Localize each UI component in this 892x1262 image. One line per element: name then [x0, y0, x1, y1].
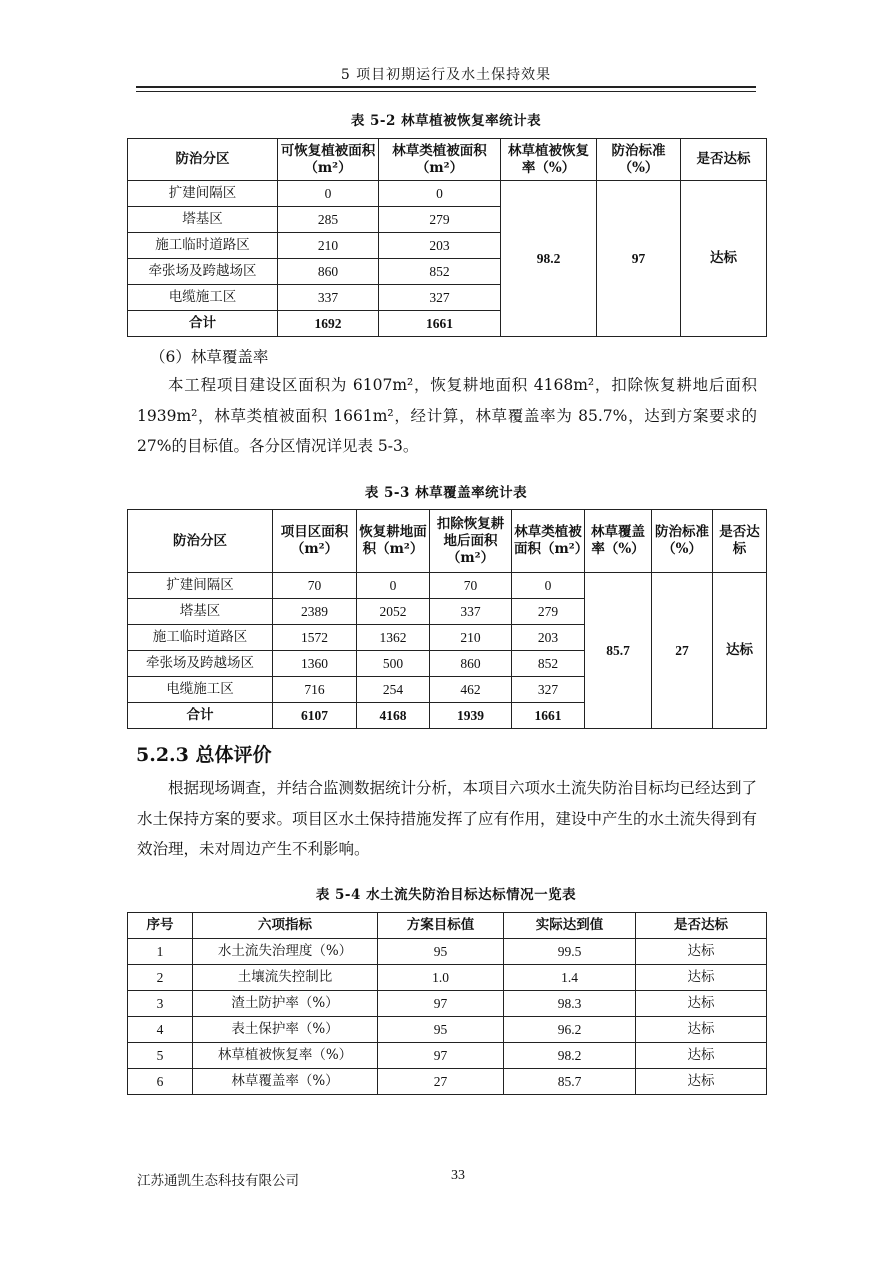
- paragraph-text: 本工程项目建设区面积为 6107m²，恢复耕地面积 4168m²，扣除恢复耕地后面积 1939m²，林草类植被面积 1661m²，经计算，林草覆盖率为 85.7%，达到方案要求的 27%的目标值。各分区情况详见表 5-3。: [137, 376, 757, 455]
- zone-cell: 塔基区: [128, 207, 278, 233]
- value-cell: 203: [512, 625, 585, 651]
- total-value: 1939: [430, 703, 512, 729]
- result-cell: 达标: [713, 573, 767, 729]
- table-header-cell: 防治标准（%）: [597, 139, 681, 181]
- table-5-4-caption: 表 5-4 水土流失防治目标达标情况一览表: [315, 887, 577, 903]
- table-header-cell: 是否达标: [713, 510, 767, 573]
- actual-cell: 98.3: [504, 991, 636, 1017]
- total-value: 1661: [379, 311, 501, 337]
- table-header-cell: 项目区面积（m²）: [273, 510, 357, 573]
- table-header-cell: 恢复耕地面积（m²）: [357, 510, 430, 573]
- total-label: 合计: [128, 311, 278, 337]
- total-value: 1692: [278, 311, 379, 337]
- table-header-cell: 方案目标值: [378, 913, 504, 939]
- index-cell: 1: [128, 939, 193, 965]
- table-header-cell: 林草覆盖率（%）: [585, 510, 652, 573]
- rate-cell: 98.2: [501, 181, 597, 337]
- target-cell: 97: [378, 991, 504, 1017]
- rate-cell: 85.7: [585, 573, 652, 729]
- index-cell: 4: [128, 1017, 193, 1043]
- indicator-cell: 水土流失治理度（%）: [193, 939, 378, 965]
- paragraph-text: 根据现场调查，并结合监测数据统计分析，本项目六项水土流失防治目标均已经达到了水土保持方案的要求。项目区水土保持措施发挥了应有作用，建设中产生的水土流失得到有效治理，未对周边产生不利影响。: [137, 779, 758, 858]
- subsection-heading: （6）林草覆盖率: [150, 348, 269, 366]
- zone-cell: 牵张场及跨越场区: [128, 651, 273, 677]
- total-value: 4168: [357, 703, 430, 729]
- table-row: [128, 1043, 767, 1069]
- value-cell: 1572: [273, 625, 357, 651]
- index-cell: 6: [128, 1069, 193, 1095]
- value-cell: 210: [278, 233, 379, 259]
- table-header-cell: 是否达标: [681, 139, 767, 181]
- target-cell: 97: [378, 1043, 504, 1069]
- standard-cell: 97: [597, 181, 681, 337]
- value-cell: 1360: [273, 651, 357, 677]
- header-rule-thin: [136, 91, 756, 92]
- total-label: 合计: [128, 703, 273, 729]
- value-cell: 203: [379, 233, 501, 259]
- value-cell: 860: [430, 651, 512, 677]
- value-cell: 337: [430, 599, 512, 625]
- table-row: [128, 1017, 767, 1043]
- result-cell: 达标: [636, 1017, 767, 1043]
- zone-cell: 牵张场及跨越场区: [128, 259, 278, 285]
- value-cell: 210: [430, 625, 512, 651]
- table-row: [128, 573, 767, 599]
- value-cell: 327: [379, 285, 501, 311]
- value-cell: 860: [278, 259, 379, 285]
- value-cell: 0: [357, 573, 430, 599]
- indicator-cell: 渣土防护率（%）: [193, 991, 378, 1017]
- zone-cell: 施工临时道路区: [128, 625, 273, 651]
- actual-cell: 98.2: [504, 1043, 636, 1069]
- indicator-cell: 林草植被恢复率（%）: [193, 1043, 378, 1069]
- value-cell: 0: [512, 573, 585, 599]
- index-cell: 2: [128, 965, 193, 991]
- value-cell: 70: [273, 573, 357, 599]
- table-row: [128, 181, 767, 207]
- value-cell: 852: [512, 651, 585, 677]
- value-cell: 279: [512, 599, 585, 625]
- running-header: 5 项目初期运行及水土保持效果: [340, 67, 552, 83]
- table-header-cell: 可恢复植被面积（m²）: [278, 139, 379, 181]
- total-value: 1661: [512, 703, 585, 729]
- page-number: 33: [451, 1168, 465, 1183]
- value-cell: 2052: [357, 599, 430, 625]
- result-cell: 达标: [636, 1069, 767, 1095]
- table-header-cell: 序号: [128, 913, 193, 939]
- value-cell: 0: [379, 181, 501, 207]
- table-5-3: [127, 509, 767, 729]
- table-row: [128, 991, 767, 1017]
- zone-cell: 电缆施工区: [128, 285, 278, 311]
- table-header-cell: 防治标准（%）: [652, 510, 713, 573]
- total-value: 6107: [273, 703, 357, 729]
- value-cell: 462: [430, 677, 512, 703]
- target-cell: 1.0: [378, 965, 504, 991]
- header-rule-thick: [136, 86, 756, 88]
- indicator-cell: 土壤流失控制比: [193, 965, 378, 991]
- value-cell: 2389: [273, 599, 357, 625]
- zone-cell: 扩建间隔区: [128, 181, 278, 207]
- standard-cell: 27: [652, 573, 713, 729]
- target-cell: 95: [378, 1017, 504, 1043]
- result-cell: 达标: [636, 1043, 767, 1069]
- table-5-2-caption: 表 5-2 林草植被恢复率统计表: [350, 113, 542, 129]
- table-row: [128, 939, 767, 965]
- value-cell: 279: [379, 207, 501, 233]
- result-cell: 达标: [636, 965, 767, 991]
- table-header-cell: 防治分区: [128, 139, 278, 181]
- target-cell: 95: [378, 939, 504, 965]
- value-cell: 1362: [357, 625, 430, 651]
- result-cell: 达标: [636, 991, 767, 1017]
- value-cell: 337: [278, 285, 379, 311]
- value-cell: 327: [512, 677, 585, 703]
- table-header-cell: 扣除恢复耕地后面积（m²）: [430, 510, 512, 573]
- actual-cell: 99.5: [504, 939, 636, 965]
- index-cell: 3: [128, 991, 193, 1017]
- indicator-cell: 林草覆盖率（%）: [193, 1069, 378, 1095]
- value-cell: 716: [273, 677, 357, 703]
- result-cell: 达标: [636, 939, 767, 965]
- zone-cell: 塔基区: [128, 599, 273, 625]
- body-paragraph: [137, 773, 757, 865]
- section-heading: 5.2.3 总体评价: [136, 744, 272, 766]
- value-cell: 500: [357, 651, 430, 677]
- table-header-cell: 林草植被恢复率（%）: [501, 139, 597, 181]
- indicator-cell: 表土保护率（%）: [193, 1017, 378, 1043]
- table-header-cell: 林草类植被面积（m²）: [379, 139, 501, 181]
- zone-cell: 电缆施工区: [128, 677, 273, 703]
- table-row: [128, 1069, 767, 1095]
- value-cell: 254: [357, 677, 430, 703]
- table-header-cell: 六项指标: [193, 913, 378, 939]
- table-header-cell: 防治分区: [128, 510, 273, 573]
- value-cell: 70: [430, 573, 512, 599]
- zone-cell: 施工临时道路区: [128, 233, 278, 259]
- table-header-cell: 是否达标: [636, 913, 767, 939]
- actual-cell: 1.4: [504, 965, 636, 991]
- value-cell: 0: [278, 181, 379, 207]
- table-5-4: [127, 912, 767, 1095]
- index-cell: 5: [128, 1043, 193, 1069]
- body-paragraph: [137, 370, 757, 462]
- target-cell: 27: [378, 1069, 504, 1095]
- table-header-cell: 林草类植被面积（m²）: [512, 510, 585, 573]
- value-cell: 852: [379, 259, 501, 285]
- table-row: [128, 965, 767, 991]
- table-5-2: [127, 138, 767, 337]
- table-header-cell: 实际达到值: [504, 913, 636, 939]
- actual-cell: 85.7: [504, 1069, 636, 1095]
- table-5-3-caption: 表 5-3 林草覆盖率统计表: [364, 485, 528, 501]
- value-cell: 285: [278, 207, 379, 233]
- footer-company: 江苏通凯生态科技有限公司: [137, 1173, 299, 1189]
- result-cell: 达标: [681, 181, 767, 337]
- zone-cell: 扩建间隔区: [128, 573, 273, 599]
- actual-cell: 96.2: [504, 1017, 636, 1043]
